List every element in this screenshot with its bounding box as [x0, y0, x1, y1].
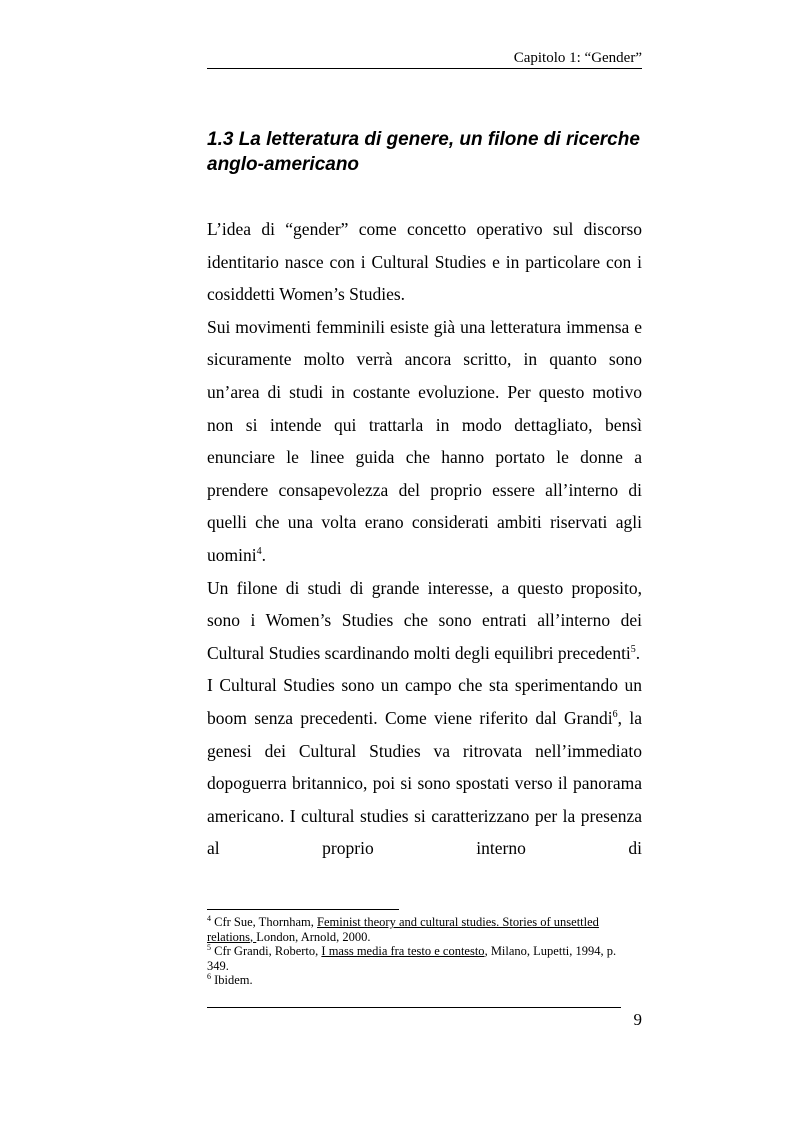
paragraph-end: . — [261, 544, 266, 565]
footnote-text: Cfr Grandi, Roberto, — [211, 944, 322, 958]
paragraph — [207, 311, 642, 572]
footnote-text: , Milano, Lupetti, 1994, p. 349. — [207, 944, 617, 973]
footnote-text: Cfr Sue, Thornham, — [211, 915, 318, 929]
paragraph-text: L’idea di “gender” come concetto operativo sul discorso identitario nasce con i Cultural Studies e in particolare con i cosiddetti Women’s Studies. — [207, 219, 642, 305]
running-header: Capitolo 1: “Gender” — [513, 50, 642, 66]
footnote-ref[interactable]: 4 — [256, 546, 262, 558]
footnote-text: London, Arnold, 2000. — [256, 929, 371, 944]
paragraph-text: , la genesi dei Cultural Studies va ritrovata nell’immediato dopoguerra britannico, poi si sono spostati verso il panorama americano. I cultural studies si caratterizzano per la presenza al proprio interno di — [207, 707, 642, 859]
body-text — [207, 213, 642, 865]
footnote-number: 5 — [207, 942, 211, 952]
paragraph-text: I Cultural Studies sono un campo che sta sperimentando un boom senza precedenti. Come viene riferito dal Grandi — [207, 675, 642, 728]
footnote-ref[interactable]: 5 — [630, 643, 636, 655]
paragraph — [207, 669, 642, 865]
paragraph — [207, 213, 642, 311]
footnote-title: Feminist theory and cultural studies. Stories of unsettled relations, — [207, 915, 599, 944]
footnote-title: I mass media fra testo e contesto — [321, 944, 485, 958]
footnote-ref[interactable]: 6 — [612, 709, 618, 721]
footnote — [207, 944, 637, 973]
paragraph-text: Sui movimenti femminili esiste già una letteratura immensa e sicuramente molto verrà ancora scritto, in quanto sono un’area di studi in costante evoluzione. Per questo motivo non si intende qui trattarla in modo dettagliato, bensì enunciare le linee guida che hanno portato le donne a prendere consapevolezza del proprio essere all’interno di quelli che una volta erano considerati ambiti riservati agli uomini — [207, 316, 642, 565]
footnotes — [207, 915, 637, 988]
footnote — [207, 973, 637, 988]
footnote-number: 4 — [207, 913, 211, 923]
paragraph-text: Un filone di studi di grande interesse, a questo proposito, sono i Women’s Studies che sono entrati all’interno dei Cultural Studies scardinando molti degli equilibri precedenti — [207, 577, 642, 663]
header-rule — [207, 68, 642, 69]
paragraph — [207, 572, 642, 670]
footer-rule — [207, 1007, 621, 1008]
footnote-number: 6 — [207, 971, 211, 981]
page-number: 9 — [633, 1010, 642, 1029]
footnote-separator — [207, 909, 399, 910]
section-title: 1.3 La letteratura di genere, un filone di ricerche anglo-americano — [207, 129, 640, 175]
paragraph-end: . — [635, 642, 641, 663]
footnote — [207, 915, 637, 944]
footnote-text: Ibidem. — [211, 973, 253, 987]
